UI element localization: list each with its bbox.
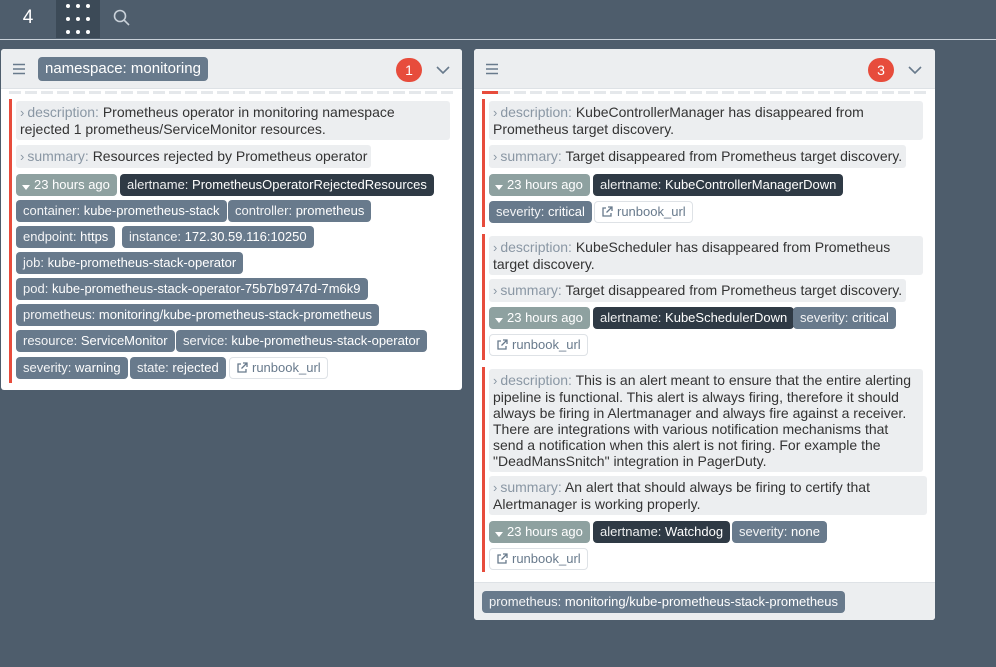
chevron-down-icon[interactable] [907, 62, 923, 78]
label-alertname[interactable]: alertname: Watchdog [593, 521, 730, 543]
runbook-link[interactable]: runbook_url [229, 357, 328, 379]
dashes-divider [482, 91, 927, 94]
annotation-description[interactable]: › description: Prometheus operator in monitoring namespace rejected 1 prometheus/ServiceMonitor resources. [16, 101, 450, 140]
alert-item [482, 234, 927, 360]
external-link-icon [601, 206, 613, 218]
external-link-icon [236, 362, 248, 374]
group-header [474, 49, 935, 89]
group-header [1, 49, 462, 89]
annotation-description[interactable]: › description: KubeScheduler has disappeared from Prometheus target discovery. [489, 236, 923, 275]
label-severity[interactable]: severity: warning [16, 357, 128, 379]
label-service[interactable]: service: kube-prometheus-stack-operator [176, 330, 427, 352]
menu-icon[interactable] [484, 61, 500, 77]
time-badge[interactable]: 23 hours ago [489, 521, 590, 543]
label-container[interactable]: container: kube-prometheus-stack [16, 200, 227, 222]
label-job[interactable]: job: kube-prometheus-stack-operator [16, 252, 243, 274]
chevron-right-icon: › [493, 283, 498, 298]
top-bar [0, 0, 996, 40]
grid-dots-icon [60, 1, 96, 37]
menu-icon[interactable] [11, 61, 27, 77]
chevron-right-icon: › [493, 105, 498, 120]
caret-down-icon [495, 316, 503, 324]
annotation-description[interactable]: › description: This is an alert meant to ensure that the entire alerting pipeline is functional. This alert is always firing, therefore it should always be firing in Alertmanager and always fire against a receiver. There are integrations with various notification mechanisms that send a notification when this alert is not firing. For example the "DeadMansSnitch" integration in PagerDuty. [489, 369, 923, 472]
label-alertname[interactable]: alertname: KubeControllerManagerDown [593, 174, 843, 196]
label-resource[interactable]: resource: ServiceMonitor [16, 330, 175, 352]
dashes-divider [9, 91, 454, 94]
annotation-summary[interactable]: › summary: Target disappeared from Prometheus target discovery. [489, 145, 906, 168]
caret-down-icon [495, 530, 503, 538]
chevron-right-icon: › [493, 373, 498, 388]
alert-group-monitoring [1, 49, 462, 390]
chevron-right-icon: › [493, 480, 498, 495]
chevron-right-icon: › [493, 149, 498, 164]
label-instance[interactable]: instance: 172.30.59.116:10250 [122, 226, 314, 248]
caret-down-icon [22, 183, 30, 191]
label-endpoint[interactable]: endpoint: https [16, 226, 115, 248]
chevron-right-icon: › [20, 105, 25, 120]
alert-count-badge: 3 [868, 58, 894, 82]
label-severity[interactable]: severity: critical [489, 201, 592, 223]
annotation-summary[interactable]: › summary: Resources rejected by Prometheus operator [16, 145, 371, 168]
label-state[interactable]: state: rejected [130, 357, 226, 379]
label-severity[interactable]: severity: critical [793, 307, 896, 329]
alert-count: 4 [22, 7, 34, 28]
alert-item [9, 99, 454, 383]
caret-down-icon [495, 183, 503, 191]
alert-item [482, 99, 927, 227]
label-prometheus[interactable]: prometheus: monitoring/kube-prometheus-stack-prometheus [482, 591, 845, 613]
grid-menu-button[interactable] [56, 0, 100, 38]
chevron-right-icon: › [20, 149, 25, 164]
alert-group-general [474, 49, 935, 620]
alert-count-badge: 1 [396, 58, 422, 82]
alert-item [482, 367, 927, 572]
chevron-down-icon[interactable] [435, 62, 451, 78]
label-severity[interactable]: severity: none [732, 521, 827, 543]
annotation-summary[interactable]: › summary: An alert that should always be firing to certify that Alertmanager is working properly. [489, 476, 927, 515]
group-footer [474, 582, 935, 620]
label-alertname[interactable]: alertname: KubeSchedulerDown [593, 307, 794, 329]
external-link-icon [496, 553, 508, 565]
time-badge[interactable]: 23 hours ago [16, 174, 117, 196]
time-badge[interactable]: 23 hours ago [489, 174, 590, 196]
search-icon[interactable] [112, 8, 132, 28]
runbook-link[interactable]: runbook_url [489, 548, 588, 570]
label-controller[interactable]: controller: prometheus [228, 200, 371, 222]
annotation-summary[interactable]: › summary: Target disappeared from Prometheus target discovery. [489, 279, 906, 302]
runbook-link[interactable]: runbook_url [594, 201, 693, 223]
runbook-link[interactable]: runbook_url [489, 334, 588, 356]
chevron-right-icon: › [493, 240, 498, 255]
time-badge[interactable]: 23 hours ago [489, 307, 590, 329]
label-alertname[interactable]: alertname: PrometheusOperatorRejectedResources [120, 174, 434, 196]
label-pod[interactable]: pod: kube-prometheus-stack-operator-75b7b9747d-7m6k9 [16, 278, 368, 300]
label-prometheus[interactable]: prometheus: monitoring/kube-prometheus-stack-prometheus [16, 304, 379, 326]
namespace-badge[interactable]: namespace: monitoring [38, 57, 208, 81]
external-link-icon [496, 339, 508, 351]
annotation-description[interactable]: › description: KubeControllerManager has disappeared from Prometheus target discovery. [489, 101, 923, 140]
